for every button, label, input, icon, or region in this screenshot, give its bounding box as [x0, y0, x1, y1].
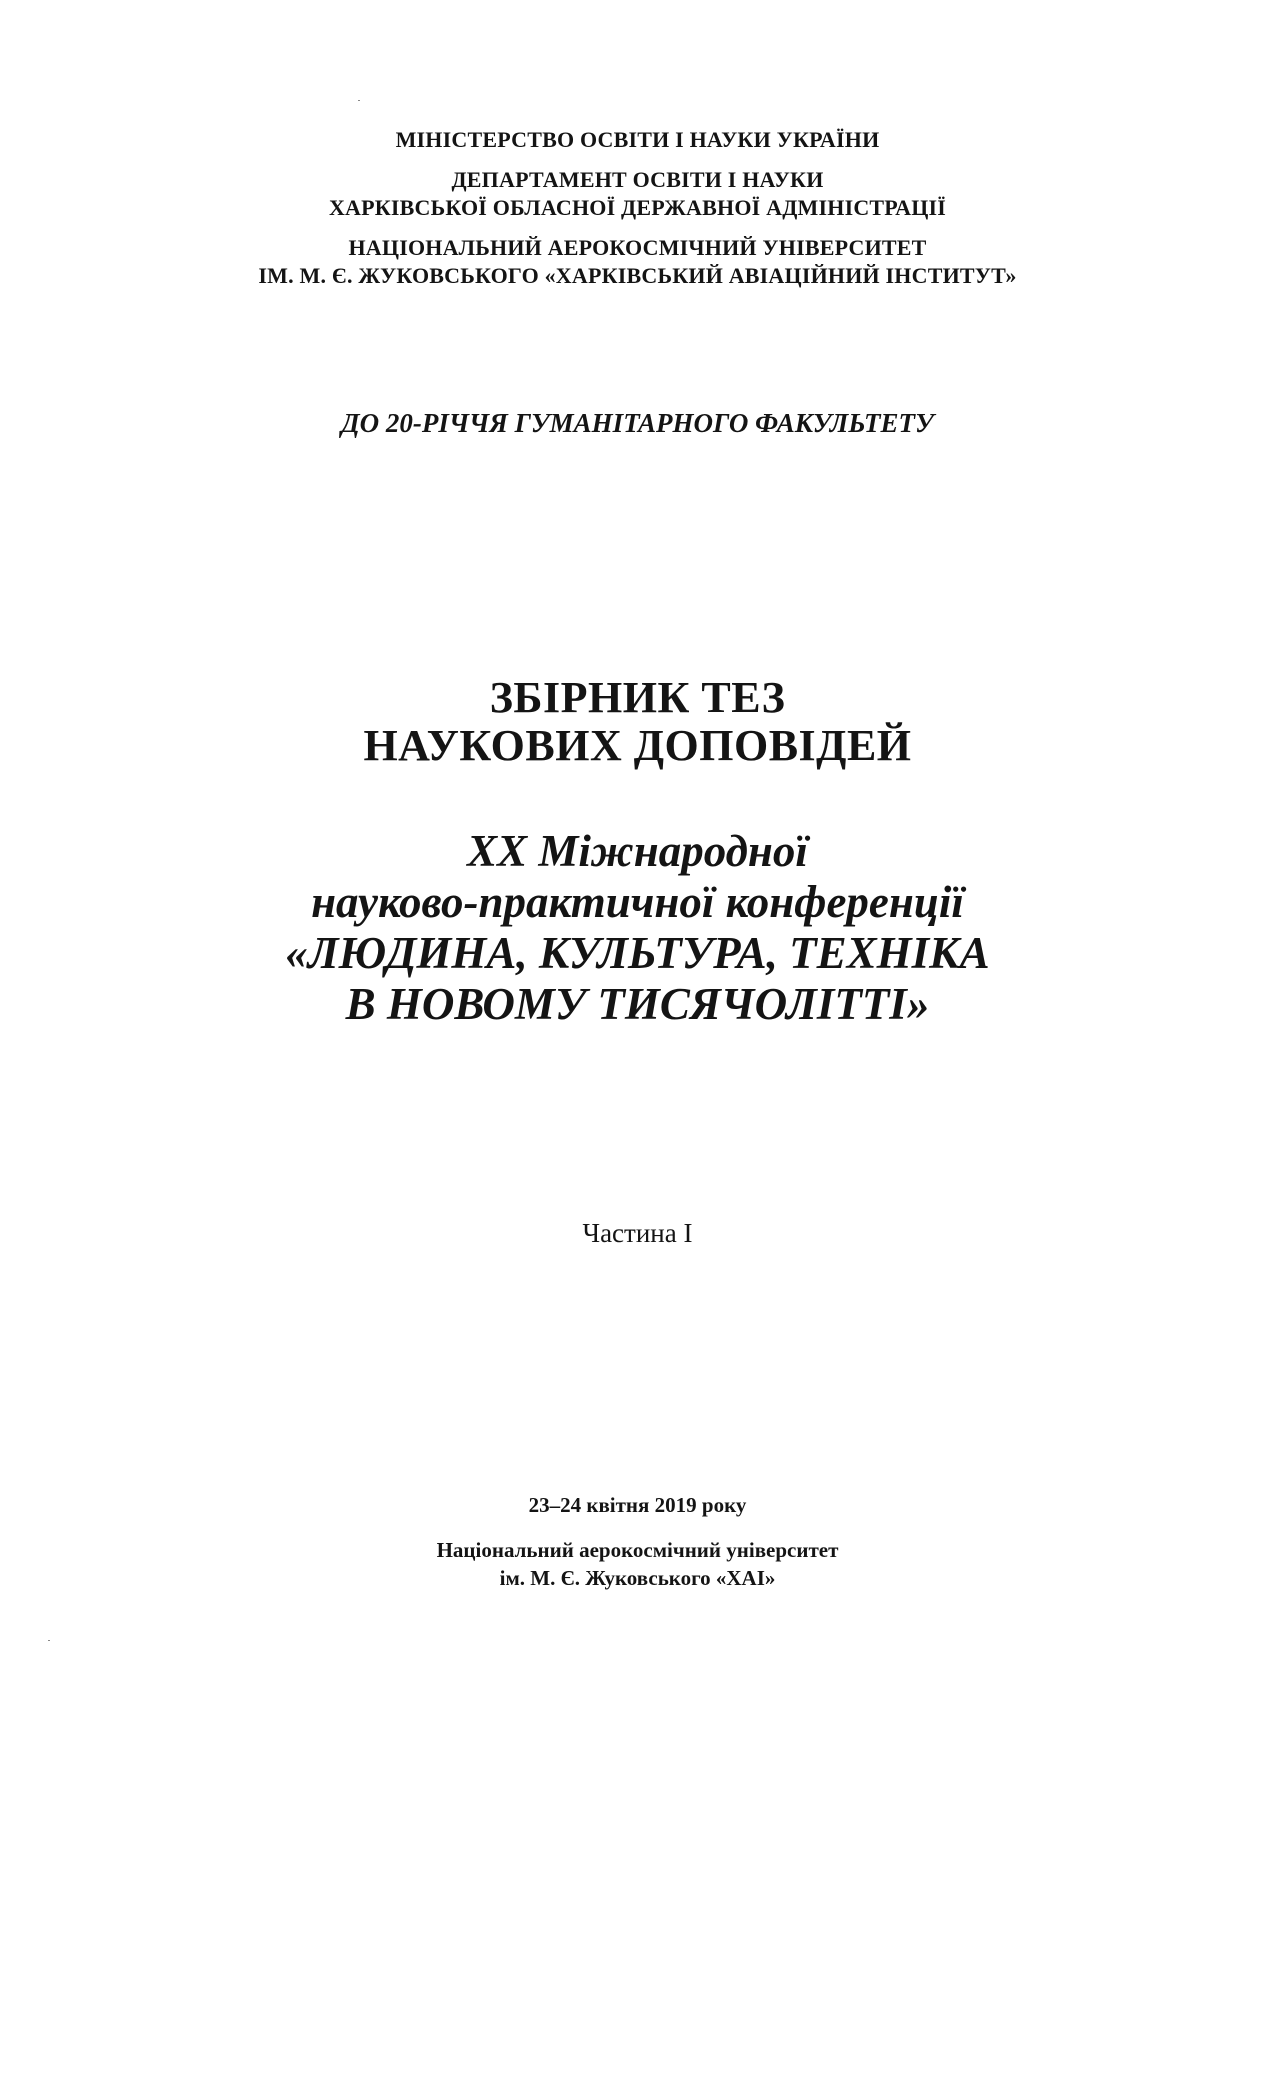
scan-speck	[48, 1640, 50, 1641]
department-name-line1: ДЕПАРТАМЕНТ ОСВІТИ І НАУКИ	[451, 167, 824, 192]
scan-speck	[358, 100, 360, 101]
collection-title-line2: НАУКОВИХ ДОПОВІДЕЙ	[363, 721, 912, 770]
venue-line1: Національний аерокосмічний університет	[436, 1538, 839, 1562]
volume-part: Частина I	[582, 1218, 693, 1248]
conference-date: 23–24 квітня 2019 року	[528, 1493, 747, 1517]
anniversary-subtitle: ДО 20-РІЧЧЯ ГУМАНІТАРНОГО ФАКУЛЬТЕТУ	[341, 408, 934, 438]
conference-line2: науково-практичної конференції	[311, 877, 964, 927]
ministry-name: МІНІСТЕРСТВО ОСВІТИ І НАУКИ УКРАЇНИ	[395, 127, 880, 152]
conference-line3: «ЛЮДИНА, КУЛЬТУРА, ТЕХНІКА	[285, 928, 990, 978]
collection-title-line1: ЗБІРНИК ТЕЗ	[489, 673, 786, 722]
university-name-line1: НАЦІОНАЛЬНИЙ АЕРОКОСМІЧНИЙ УНІВЕРСИТЕТ	[348, 235, 927, 260]
conference-line1: XX Міжнародної	[467, 826, 808, 876]
conference-line4: В НОВОМУ ТИСЯЧОЛІТТІ»	[345, 979, 930, 1029]
university-name-line2: ІМ. М. Є. ЖУКОВСЬКОГО «ХАРКІВСЬКИЙ АВІАЦІЙНИЙ ІНСТИТУТ»	[258, 263, 1017, 288]
venue-line2: ім. М. Є. Жуковського «ХАІ»	[499, 1566, 776, 1590]
department-name-line2: ХАРКІВСЬКОЇ ОБЛАСНОЇ ДЕРЖАВНОЇ АДМІНІСТРАЦІЇ	[328, 195, 947, 220]
